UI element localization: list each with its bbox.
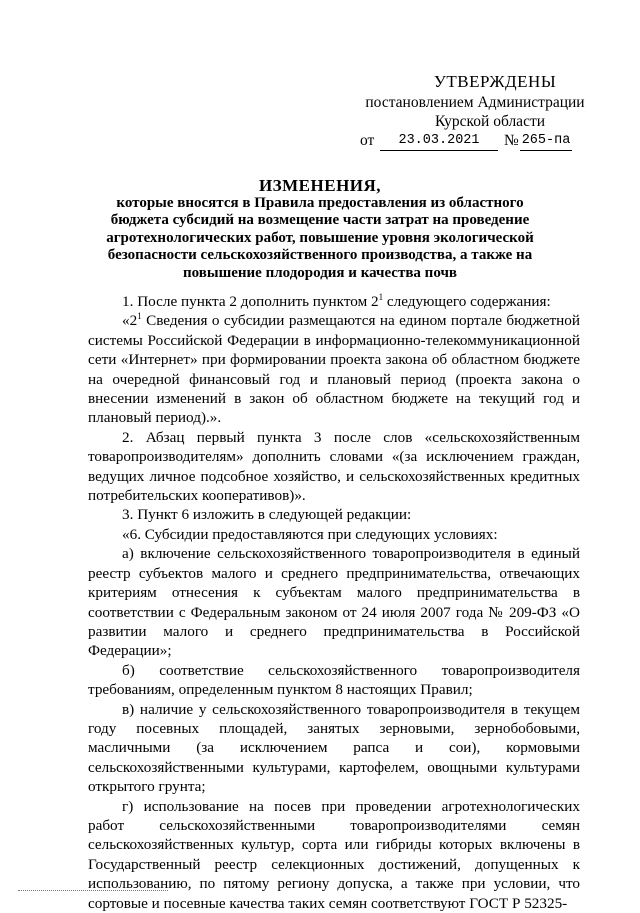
approved-region-line: Курской области — [434, 113, 546, 130]
superscript: 1 — [378, 292, 384, 302]
paragraph-2-text-end: Сведения о субсидии размещаются на едином портале бюджетной системы Российской Федерации в информационно-телекоммуникационной сети «Интернет» при формировании проекта закона об областном бюджете на очередной финансовый год и плановый период (проекта закона о внесении изменений в закон об областном бюджете на текущий год и плановый период).». — [88, 312, 580, 427]
paragraph-6: а) включение сельскохозяйственного товаропроизводителя в единый реестр субъектов малого и среднего предпринимательства, отвечающих критериям отнесения к субъектам малого предпринимательства в соответствии с Федеральным законом от 24 июля 2007 года № 209-ФЗ «О развитии малого и среднего предпринимательства в Российской Федерации»; — [88, 545, 580, 660]
paragraph-1-text: 1. После пункта 2 дополнить пунктом 2 — [122, 293, 379, 310]
number-sign: № — [504, 132, 519, 149]
approved-by-line: постановлением Администрации — [365, 94, 585, 111]
paragraph-4: 3. Пункт 6 изложить в следующей редакции: — [122, 506, 412, 524]
paragraph-1 — [88, 292, 580, 311]
approval-stamp — [360, 72, 590, 151]
resolution-number: 265-па — [520, 131, 572, 151]
approved-label: УТВЕРЖДЕНЫ — [433, 72, 557, 91]
scan-artifact — [18, 890, 168, 892]
paragraph-7: б) соответствие сельскохозяйственного товаропроизводителя требованиям, определенным пунктом 8 настоящих Правил; — [88, 661, 580, 699]
paragraph-8: в) наличие у сельскохозяйственного товаропроизводителя в текущем году посевных площадей, занятых зерновыми, зернобобовыми, масличными (за исключением рапса и сои), кормовыми сельскохозяйственными культурами, картофелем, овощными культурами открытого грунта; — [88, 700, 580, 796]
paragraph-2 — [88, 311, 580, 427]
superscript: 1 — [137, 311, 142, 322]
document-body — [88, 292, 580, 913]
document-subtitle: которые вносятся в Правила предоставления из областного бюджета субсидий на возмещение части затрат на проведение агротехнологических работ, повышение уровня экологической безопасности сельскохозяйственного производства, а также на повышение плодородия и качества почв — [106, 195, 534, 281]
paragraph-1-text-end: следующего содержания: — [383, 293, 551, 310]
paragraph-9: г) использование на посев при проведении агротехнологических работ сельскохозяйственными товаропроизводителями семян сельскохозяйственных культур, сорта или гибриды которых включены в Государственный реестр селекционных достижений, допущенных к использованию, по пятому региону допуска, а также при условии, что сортовые и посевные качества таких семян соответствуют ГОСТ Р 52325- — [88, 797, 580, 912]
approval-date: 23.03.2021 — [380, 131, 498, 151]
approval-date-line — [360, 131, 590, 151]
paragraph-2-text: «2 — [122, 312, 138, 330]
paragraph-3: 2. Абзац первый пункта 3 после слов «сельскохозяйственным товаропроизводителям» дополнить словами «(за исключением граждан, ведущих личное подсобное хозяйство, и сельскохозяйственных кредитных потребительских кооперативов)». — [88, 428, 580, 505]
from-label: от — [360, 132, 375, 149]
paragraph-5: «6. Субсидии предоставляются при следующих условиях: — [122, 525, 498, 543]
document-heading: ИЗМЕНЕНИЯ, — [258, 176, 382, 195]
